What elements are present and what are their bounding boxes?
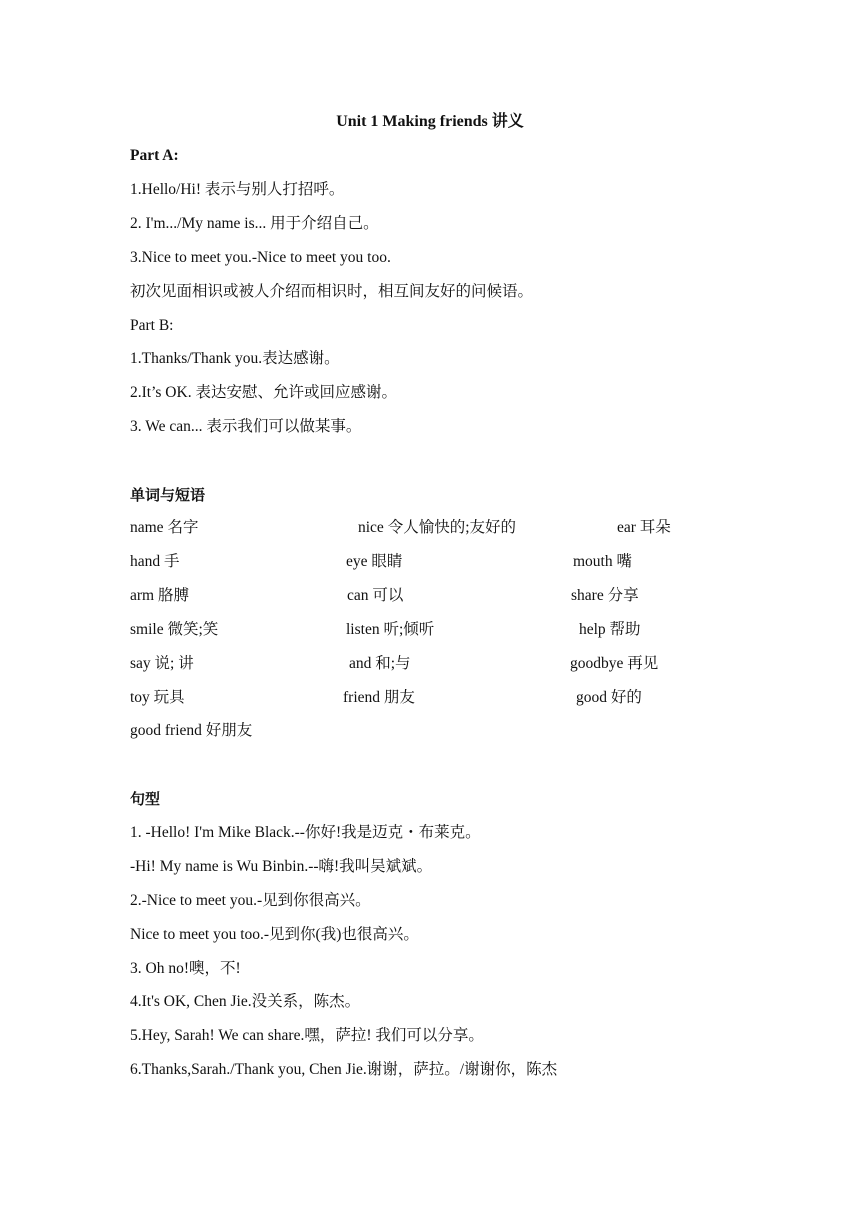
vocab-entry: name 名字	[130, 519, 199, 536]
vocab-entry: arm 胳膊	[130, 587, 189, 604]
sentence-item: 4.It's OK, Chen Jie.没关系，陈杰。	[130, 993, 361, 1010]
part-a-item: 1.Hello/Hi! 表示与别人打招呼。	[130, 181, 345, 198]
vocab-entry: toy 玩具	[130, 689, 185, 706]
vocab-entry: hand 手	[130, 553, 180, 570]
vocab-entry: smile 微笑;笑	[130, 621, 219, 638]
sentence-item: 2.-Nice to meet you.-见到你很高兴。	[130, 892, 371, 909]
vocab-entry: mouth 嘴	[573, 553, 632, 570]
vocab-heading: 单词与短语	[130, 486, 206, 504]
vocab-entry: good friend 好朋友	[130, 722, 253, 739]
part-a-heading: Part A:	[130, 147, 179, 164]
sentence-item: -Hi! My name is Wu Binbin.--嗨!我叫吴斌斌。	[130, 858, 433, 875]
sentence-item: Nice to meet you too.-见到你(我)也很高兴。	[130, 926, 419, 943]
part-a-item: 2. I'm.../My name is... 用于介绍自己。	[130, 215, 379, 232]
vocab-entry: and 和;与	[349, 655, 411, 672]
part-b-item: 3. We can... 表示我们可以做某事。	[130, 418, 362, 435]
vocab-entry: goodbye 再见	[570, 655, 659, 672]
document-title: Unit 1 Making friends 讲义	[336, 113, 524, 130]
vocab-entry: ear 耳朵	[617, 519, 671, 536]
part-b-heading: Part B:	[130, 317, 174, 334]
vocab-entry: help 帮助	[579, 621, 641, 638]
vocab-entry: good 好的	[576, 689, 642, 706]
part-b-item: 2.It’s OK. 表达安慰、允许或回应感谢。	[130, 384, 397, 401]
sentence-item: 3. Oh no!噢，不!	[130, 960, 241, 977]
vocab-entry: listen 听;倾听	[346, 621, 435, 638]
sentences-heading: 句型	[130, 790, 161, 808]
part-a-item: 3.Nice to meet you.-Nice to meet you too.	[130, 249, 391, 266]
part-a-item: 初次见面相识或被人介绍而相识时，相互间友好的问候语。	[130, 283, 534, 300]
vocab-entry: can 可以	[347, 587, 404, 604]
sentence-item: 1. -Hello! I'm Mike Black.--你好!我是迈克・布莱克。	[130, 824, 481, 841]
sentence-item: 6.Thanks,Sarah./Thank you, Chen Jie.谢谢，萨拉。/谢谢你，陈杰	[130, 1061, 558, 1078]
vocab-entry: friend 朋友	[343, 689, 415, 706]
vocab-entry: eye 眼睛	[346, 553, 403, 570]
sentence-item: 5.Hey, Sarah! We can share.嘿，萨拉! 我们可以分享。	[130, 1027, 484, 1044]
vocab-entry: say 说; 讲	[130, 655, 194, 672]
part-b-item: 1.Thanks/Thank you.表达感谢。	[130, 350, 340, 367]
vocab-entry: nice 令人愉快的;友好的	[358, 519, 516, 536]
vocab-entry: share 分享	[571, 587, 639, 604]
